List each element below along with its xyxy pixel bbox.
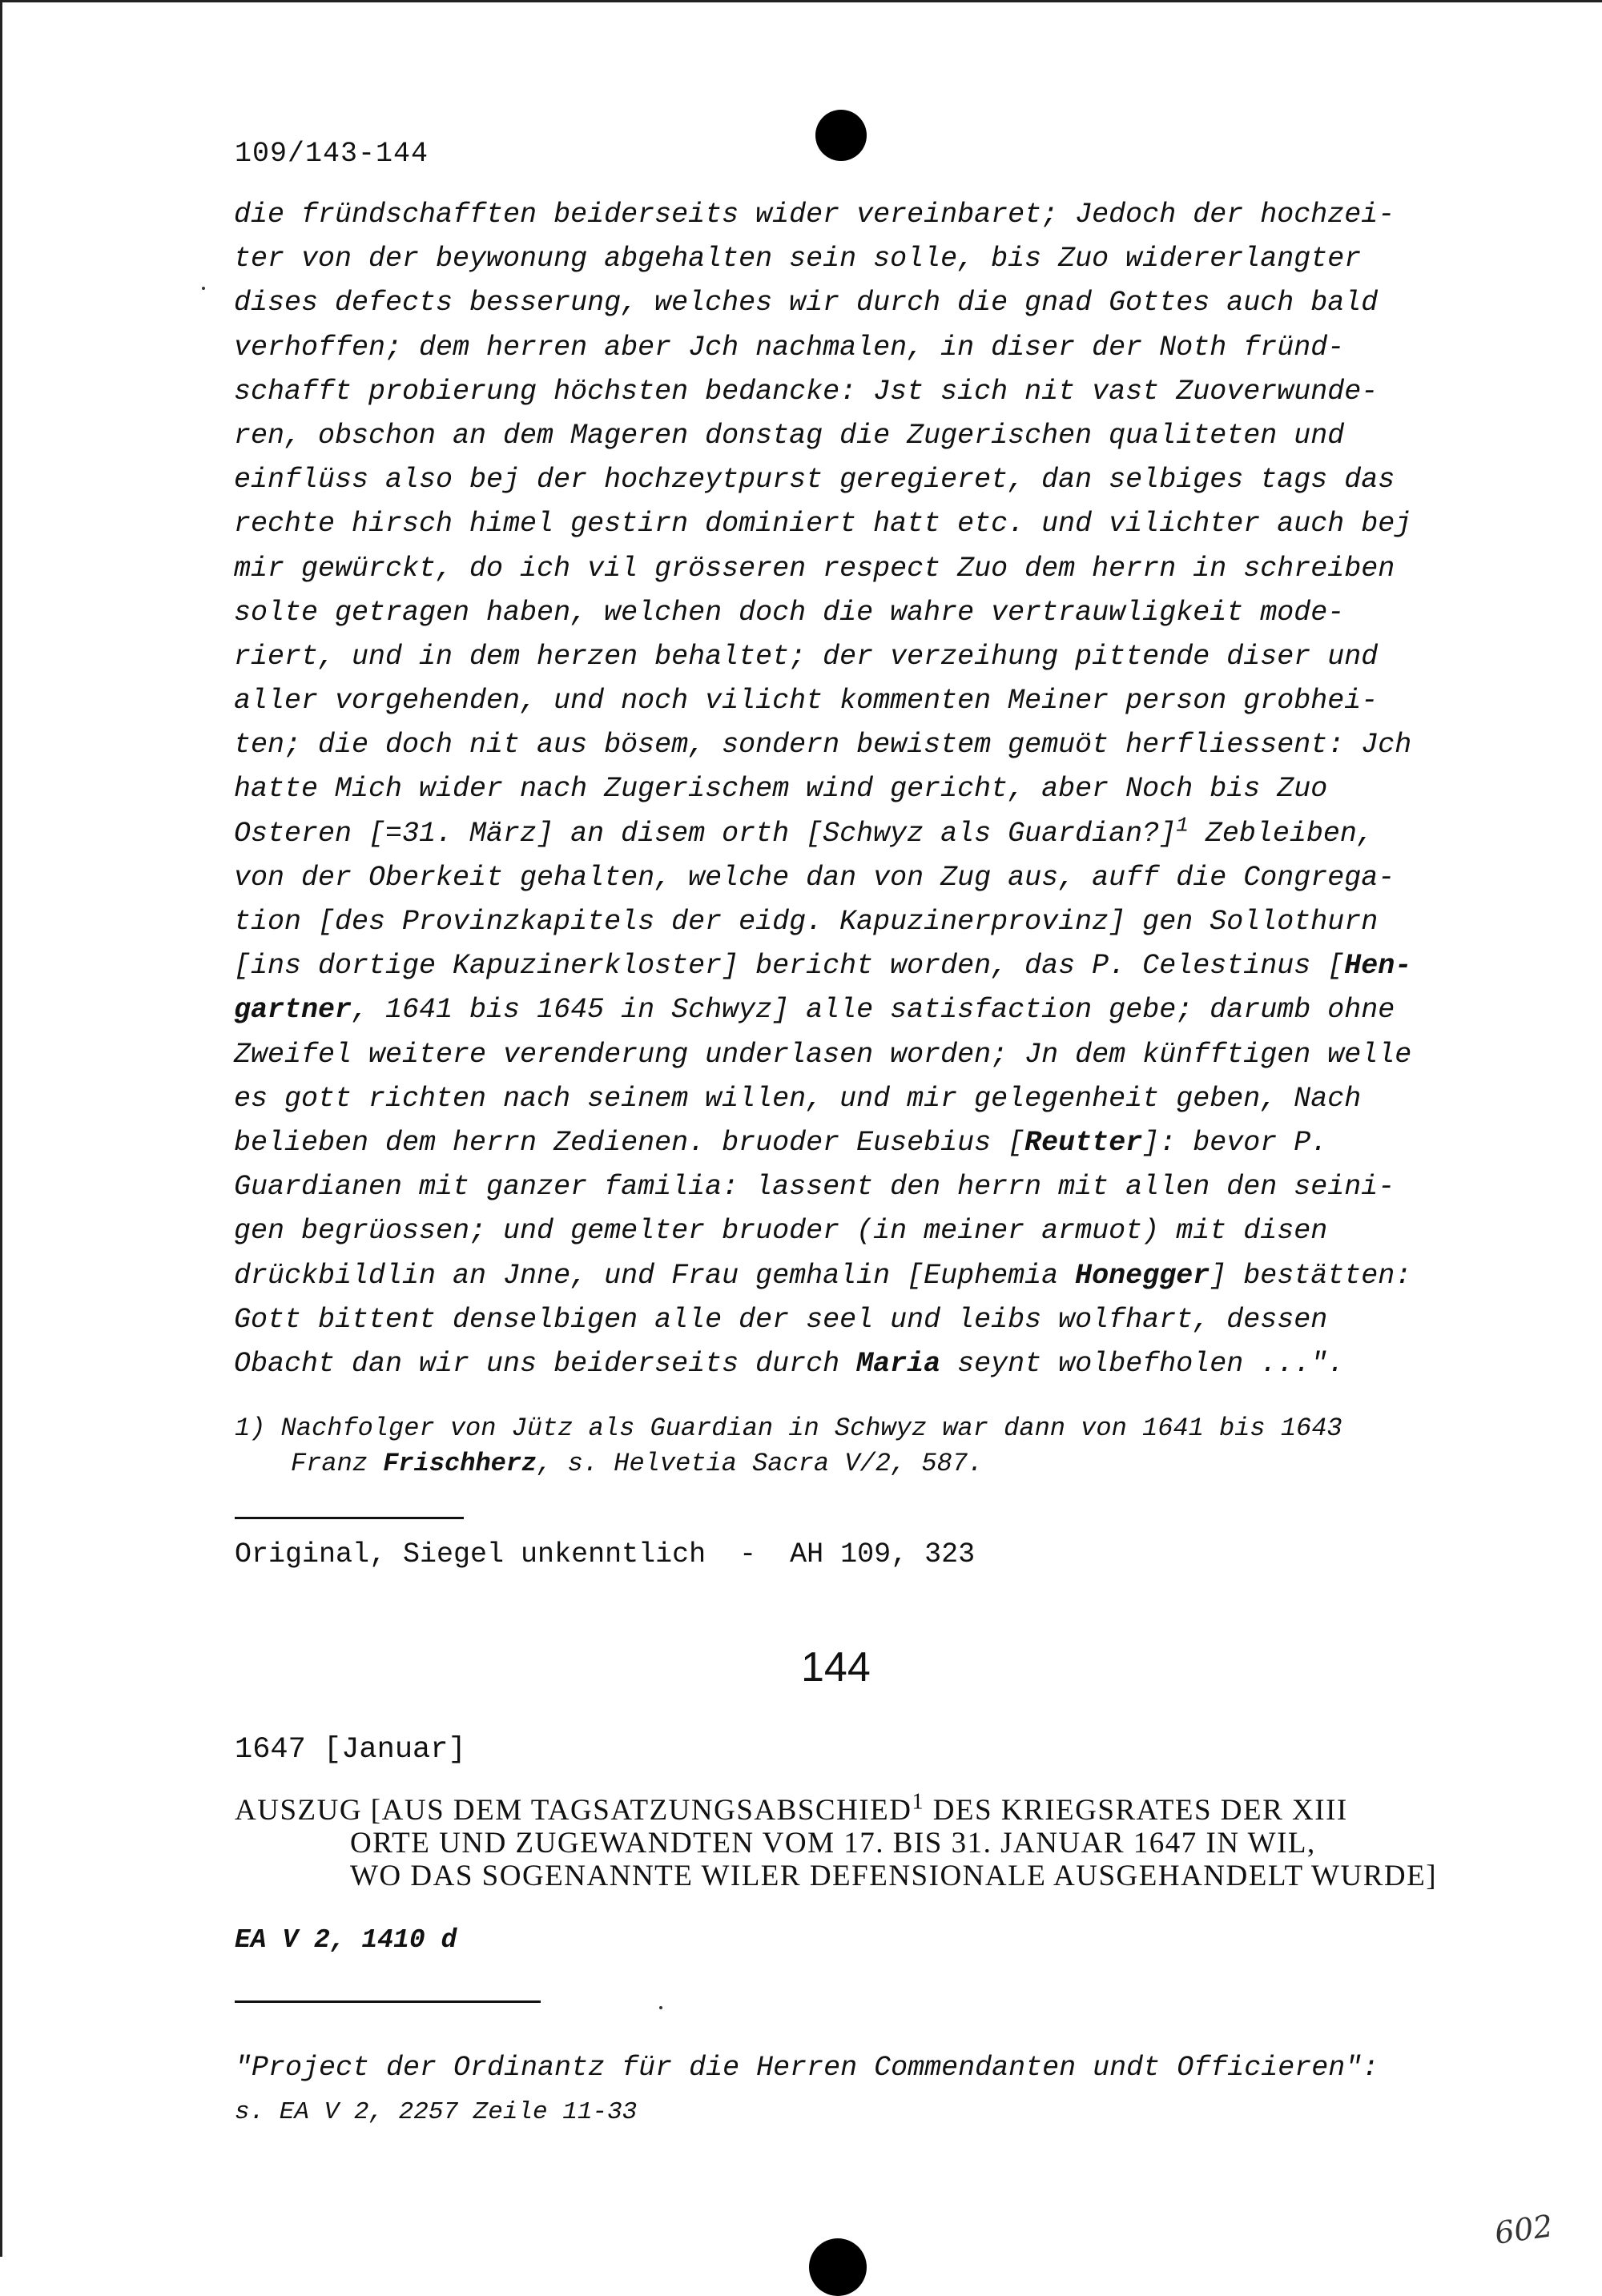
closing-line: s. EA V 2, 2257 Zeile 11-33 [235, 2098, 638, 2126]
letter-text: belieben dem herrn Zedienen. bruoder Eusebius [ [234, 1126, 1025, 1159]
closing-note [235, 2046, 1516, 2134]
letter-line: hatte Mich wider nach Zugerischem wind gericht, aber Noch bis Zuo [234, 773, 1328, 806]
letter-line: Zweifel weitere verenderung underlasen worden; Jn dem künfftigen welle [234, 1038, 1412, 1071]
letter-line: mir gewürckt, do ich vil grösseren respect Zuo dem herrn in schreiben [234, 552, 1395, 585]
letter-line: ren, obschon an dem Mageren donstag die Zugerischen qualiteten und [234, 419, 1345, 452]
letter-line: es gott richten nach seinem willen, und mir gelegenheit geben, Nach [234, 1082, 1362, 1115]
letter-line: ter von der beywonung abgehalten sein solle, bis Zuo widererlangter [234, 243, 1362, 275]
footnote-marker: 1 [1176, 812, 1189, 837]
letter-line: Guardianen mit ganzer familia: lassent den herrn mit allen den seini- [234, 1171, 1395, 1204]
footnote-line: 1) Nachfolger von Jütz als Guardian in Schwyz war dann von 1641 bis 1643 [235, 1413, 1342, 1443]
letter-line: rechte hirsch himel gestirn dominiert hatt etc. und vilichter auch bej [234, 508, 1412, 541]
letter-line [234, 1121, 1467, 1165]
letter-line [234, 812, 1467, 856]
letter-line: aller vorgehenden, und noch vilicht kommenten Meiner person grobhei- [234, 685, 1379, 718]
footnote-text: , s. Helvetia Sacra V/2, 587. [537, 1449, 984, 1478]
letter-text: drückbildlin an Jnne, und Frau gemhalin [Euphemia [234, 1259, 1076, 1292]
letter-text: Osteren [=31. März] an disem orth [Schwyz als Guardian?] [234, 817, 1177, 850]
scan-speck [202, 287, 205, 290]
letter-line: die fründschafften beiderseits wider vereinbaret; Jedoch der hochzei- [234, 199, 1395, 231]
footnote-marker: 1 [912, 1789, 924, 1815]
letter-line [234, 1342, 1467, 1386]
letter-line: einflüss also bej der hochzeytpurst geregieret, dan selbiges tags das [234, 464, 1395, 497]
letter-line [234, 944, 1467, 988]
divider-rule [235, 2000, 541, 2003]
letter-text: [ins dortige Kapuzinerkloster] bericht worden, das P. Celestinus [ [234, 950, 1345, 983]
punch-hole-bottom [809, 2238, 867, 2296]
divider-rule [235, 1517, 464, 1519]
document-number: 144 [801, 1644, 871, 1691]
page-border-top [0, 0, 1602, 2]
letter-line: schafft probierung höchsten bedancke: Jst sich nit vast Zuoverwunde- [234, 375, 1379, 408]
letter-line: gen begrüossen; und gemelter bruoder (in meiner armuot) mit disen [234, 1215, 1328, 1248]
footnote [235, 1411, 1484, 1482]
heading-text: AUSZUG [AUS DEM TAGSATZUNGSABSCHIED [235, 1794, 912, 1827]
page-border-left [0, 0, 2, 2257]
letter-line [234, 1254, 1467, 1298]
footnote-line [235, 1446, 1484, 1482]
letter-text: ] bestätten: [1210, 1259, 1412, 1292]
letter-line: verhoffen; dem herren aber Jch nachmalen, in diser der Noth fründ- [234, 331, 1345, 364]
letter-text: ]: bevor P. [1142, 1126, 1328, 1159]
letter-text: Obacht dan wir uns beiderseits durch [234, 1347, 857, 1380]
punch-hole-top [815, 110, 867, 161]
letter-line: riert, und in dem herzen behaltet; der verzeihung pittende diser und [234, 640, 1379, 673]
source-reference: Original, Siegel unkenntlich - AH 109, 323 [235, 1538, 976, 1570]
letter-line: solte getragen haben, welchen doch die wahre vertrauwligkeit mode- [234, 596, 1345, 629]
heading-text: DES KRIEGSRATES DER XIII [924, 1794, 1348, 1827]
letter-line: dises defects besserung, welches wir durch die gnad Gottes auch bald [234, 287, 1379, 320]
footnote-text: Franz [291, 1449, 384, 1478]
letter-text: seynt wolbefholen ...". [940, 1347, 1345, 1380]
letter-body [234, 193, 1467, 1386]
handwritten-page-number: 602 [1492, 2208, 1556, 2251]
person-name: Honegger [1075, 1259, 1210, 1292]
letter-line: Gott bittent denselbigen alle der seel und leibs wolfhart, dessen [234, 1303, 1328, 1336]
person-name: Frischherz [383, 1449, 537, 1478]
person-name: Hen- [1344, 950, 1412, 983]
heading-line: WO DAS SOGENANNTE WILER DEFENSIONALE AUSGEHANDELT WURDE] [350, 1860, 1438, 1892]
letter-line: tion [des Provinzkapitels der eidg. Kapuzinerprovinz] gen Sollothurn [234, 906, 1379, 938]
heading-line [235, 1789, 1516, 1827]
person-name: gartner [234, 994, 352, 1027]
letter-line [234, 988, 1467, 1032]
letter-text: , 1641 bis 1645 in Schwyz] alle satisfaction gebe; darumb ohne [352, 994, 1395, 1027]
letter-line: von der Oberkeit gehalten, welche dan von Zug aus, auff die Congrega- [234, 861, 1395, 894]
letter-line: ten; die doch nit aus bösem, sondern bewistem gemuöt herfliessent: Jch [234, 729, 1412, 762]
scan-speck [659, 2006, 662, 2009]
document-heading [235, 1789, 1516, 1892]
document-date: 1647 [Januar] [235, 1733, 466, 1767]
heading-line: ORTE UND ZUGEWANDTEN VOM 17. BIS 31. JANUAR 1647 IN WIL, [350, 1827, 1316, 1860]
person-name: Maria [856, 1347, 941, 1380]
page-reference: 109/143-144 [235, 138, 429, 170]
document-citation: EA V 2, 1410 d [235, 1925, 457, 1955]
closing-line: "Project der Ordinantz für die Herren Commendanten undt Officieren": [235, 2052, 1379, 2084]
letter-text: Zebleiben, [1188, 817, 1374, 850]
person-name: Reutter [1024, 1126, 1143, 1159]
